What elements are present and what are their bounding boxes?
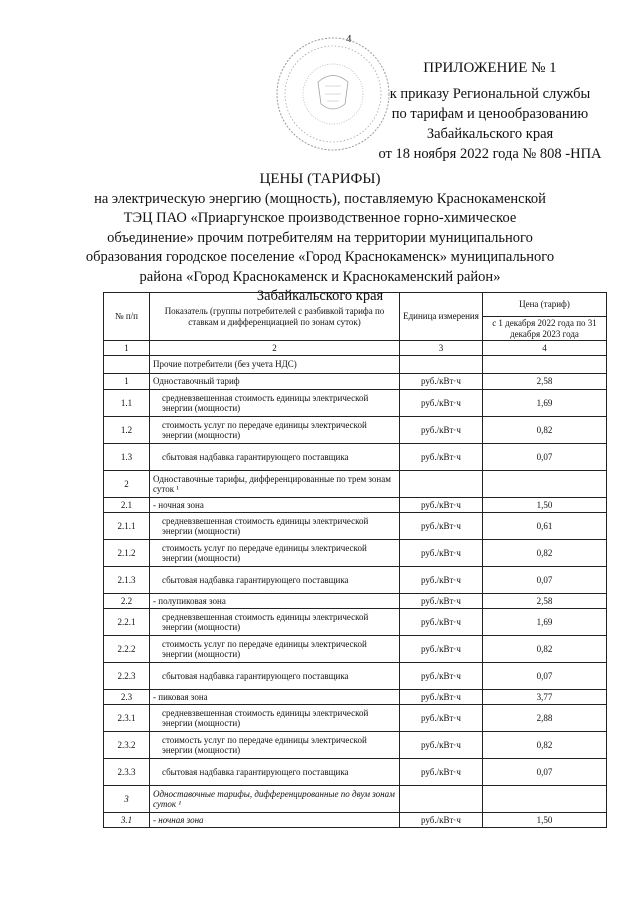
- row-unit: руб./кВт·ч: [400, 813, 483, 828]
- column-number: 4: [483, 341, 607, 356]
- row-label: Одноставочный тариф: [150, 374, 400, 390]
- table-row: [104, 567, 607, 594]
- appendix-line: по тарифам и ценообразованию: [391, 106, 589, 122]
- header-period: с 1 декабря 2022 года по 31 декабря 2023 года: [483, 317, 607, 341]
- row-number: 2: [104, 471, 150, 498]
- column-number: 2: [150, 341, 400, 356]
- table-row: [104, 390, 607, 417]
- table-row: [104, 732, 607, 759]
- row-unit: руб./кВт·ч: [400, 663, 483, 690]
- row-unit: [400, 471, 483, 498]
- title-line: на электрическую энергию (мощность), поставляемую Краснокаменской: [94, 190, 546, 207]
- column-number: 1: [104, 341, 150, 356]
- row-unit: руб./кВт·ч: [400, 417, 483, 444]
- row-number: 1.3: [104, 444, 150, 471]
- row-number: 3: [104, 786, 150, 813]
- table-row: [104, 594, 607, 609]
- row-label: Одноставочные тарифы, дифференцированные по трем зонам суток ¹: [150, 471, 400, 498]
- row-label: сбытовая надбавка гарантирующего поставщика: [150, 759, 400, 786]
- table-row: [104, 786, 607, 813]
- row-label: средневзвешенная стоимость единицы электрической энергии (мощности): [150, 513, 400, 540]
- row-price: [483, 786, 607, 813]
- document-title: [60, 170, 580, 307]
- row-label: стоимость услуг по передаче единицы электрической энергии (мощности): [150, 540, 400, 567]
- title-line: района «Город Краснокаменск и Краснокаменский район»: [139, 268, 501, 285]
- row-label: стоимость услуг по передаче единицы электрической энергии (мощности): [150, 732, 400, 759]
- row-price: 2,88: [483, 705, 607, 732]
- row-label: стоимость услуг по передаче единицы электрической энергии (мощности): [150, 417, 400, 444]
- row-number: 2.1.1: [104, 513, 150, 540]
- row-price: 0,82: [483, 540, 607, 567]
- row-label: средневзвешенная стоимость единицы электрической энергии (мощности): [150, 609, 400, 636]
- table-row: [104, 813, 607, 828]
- row-unit: [400, 786, 483, 813]
- row-number: 1.1: [104, 390, 150, 417]
- row-price: 2,58: [483, 594, 607, 609]
- row-unit: руб./кВт·ч: [400, 732, 483, 759]
- table-row: [104, 356, 607, 374]
- row-price: 1,50: [483, 498, 607, 513]
- row-price: [483, 471, 607, 498]
- row-number: 2.1.3: [104, 567, 150, 594]
- row-label: стоимость услуг по передаче единицы электрической энергии (мощности): [150, 636, 400, 663]
- title-line: Забайкальского края: [256, 288, 384, 304]
- row-price: 0,82: [483, 732, 607, 759]
- row-number: 2.1: [104, 498, 150, 513]
- title-line: объединение» прочим потребителям на территории муниципального: [107, 229, 533, 246]
- row-price: 1,69: [483, 609, 607, 636]
- column-number: 3: [400, 341, 483, 356]
- appendix-line: от 18 ноября 2022 года № 808 -НПА: [378, 146, 602, 162]
- row-label: сбытовая надбавка гарантирующего поставщика: [150, 444, 400, 471]
- row-price: 0,07: [483, 567, 607, 594]
- table-row: [104, 690, 607, 705]
- table-row: [104, 374, 607, 390]
- table-row: [104, 636, 607, 663]
- row-price: 0,61: [483, 513, 607, 540]
- row-label: средневзвешенная стоимость единицы электрической энергии (мощности): [150, 390, 400, 417]
- row-price: 2,58: [483, 374, 607, 390]
- row-number: 2.2.3: [104, 663, 150, 690]
- title-line: образования городское поселение «Город Краснокаменск» муниципального: [85, 249, 555, 265]
- header-unit: Единица измерения: [400, 293, 483, 341]
- row-label: - полупиковая зона: [150, 594, 400, 609]
- appendix-line: Забайкальского края: [426, 126, 554, 142]
- appendix-block: [372, 58, 608, 164]
- row-number: [104, 356, 150, 374]
- row-price: 0,07: [483, 759, 607, 786]
- row-label: Прочие потребители (без учета НДС): [150, 356, 400, 374]
- row-price: [483, 356, 607, 374]
- row-unit: руб./кВт·ч: [400, 498, 483, 513]
- row-label: Одноставочные тарифы, дифференцированные по двум зонам суток ¹: [150, 786, 400, 813]
- row-unit: [400, 356, 483, 374]
- row-number: 2.2: [104, 594, 150, 609]
- row-unit: руб./кВт·ч: [400, 567, 483, 594]
- row-price: 1,69: [483, 390, 607, 417]
- row-unit: руб./кВт·ч: [400, 759, 483, 786]
- row-label: сбытовая надбавка гарантирующего поставщика: [150, 567, 400, 594]
- row-unit: руб./кВт·ч: [400, 636, 483, 663]
- row-number: 2.3.2: [104, 732, 150, 759]
- table-row: [104, 705, 607, 732]
- row-price: 1,50: [483, 813, 607, 828]
- row-label: - ночная зона: [150, 813, 400, 828]
- appendix-line: к приказу Региональной службы: [389, 86, 591, 102]
- row-label: средневзвешенная стоимость единицы электрической энергии (мощности): [150, 705, 400, 732]
- row-price: 0,07: [483, 444, 607, 471]
- appendix-heading: ПРИЛОЖЕНИЕ № 1: [423, 60, 557, 76]
- table-row: [104, 663, 607, 690]
- row-unit: руб./кВт·ч: [400, 690, 483, 705]
- row-price: 0,82: [483, 417, 607, 444]
- row-price: 0,82: [483, 636, 607, 663]
- header-price: Цена (тариф): [483, 293, 607, 317]
- row-number: 2.3.1: [104, 705, 150, 732]
- row-number: 1: [104, 374, 150, 390]
- table-row: [104, 498, 607, 513]
- row-unit: руб./кВт·ч: [400, 705, 483, 732]
- page-number: 4: [346, 33, 352, 45]
- row-price: 3,77: [483, 690, 607, 705]
- table-row: [104, 471, 607, 498]
- title-line: ТЭЦ ПАО «Приаргунское производственное горно-химическое: [123, 210, 517, 226]
- row-label: - пиковая зона: [150, 690, 400, 705]
- row-unit: руб./кВт·ч: [400, 444, 483, 471]
- table-row: [104, 540, 607, 567]
- row-unit: руб./кВт·ч: [400, 609, 483, 636]
- header-num: № п/п: [104, 293, 150, 341]
- table-body: [104, 356, 607, 828]
- row-label: сбытовая надбавка гарантирующего поставщика: [150, 663, 400, 690]
- row-number: 2.3.3: [104, 759, 150, 786]
- tariff-table: [103, 292, 607, 828]
- header-indicator: Показатель (группы потребителей с разбивкой тарифа по ставкам и дифференциацией по зонам суток): [150, 293, 400, 341]
- row-number: 2.2.2: [104, 636, 150, 663]
- row-number: 2.2.1: [104, 609, 150, 636]
- table-row: [104, 444, 607, 471]
- row-number: 3.1: [104, 813, 150, 828]
- row-label: - ночная зона: [150, 498, 400, 513]
- table-row: [104, 759, 607, 786]
- row-unit: руб./кВт·ч: [400, 594, 483, 609]
- row-unit: руб./кВт·ч: [400, 513, 483, 540]
- row-unit: руб./кВт·ч: [400, 540, 483, 567]
- row-number: 2.3: [104, 690, 150, 705]
- row-unit: руб./кВт·ч: [400, 374, 483, 390]
- table-row: [104, 609, 607, 636]
- row-number: 2.1.2: [104, 540, 150, 567]
- title-main: ЦЕНЫ (ТАРИФЫ): [259, 171, 381, 187]
- row-unit: руб./кВт·ч: [400, 390, 483, 417]
- row-number: 1.2: [104, 417, 150, 444]
- table-row: [104, 417, 607, 444]
- row-price: 0,07: [483, 663, 607, 690]
- table-row: [104, 513, 607, 540]
